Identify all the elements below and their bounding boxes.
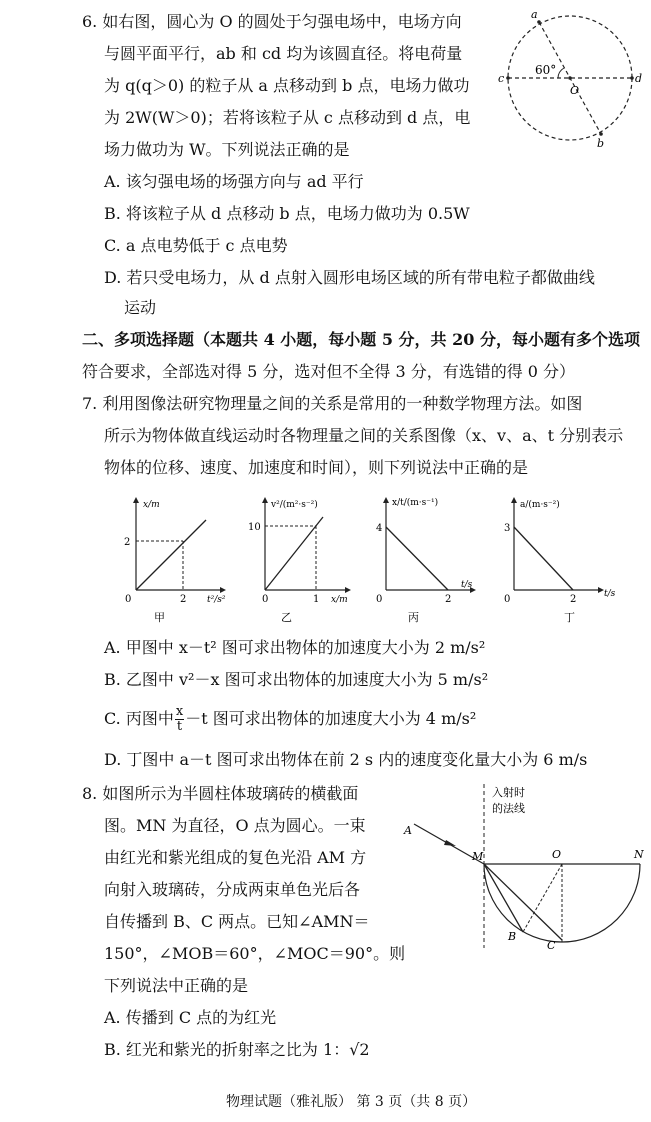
center-dot — [568, 76, 572, 80]
q8-stem-line-2: 图。MN 为直径，O 点为圆心。一束 — [104, 816, 366, 835]
graph-yi-ylabel: v²/(m²·s⁻²) — [271, 500, 318, 510]
graph-jia-origin: 0 — [125, 594, 132, 605]
normal-label-1: 入射时 — [492, 786, 525, 799]
q7-option-c-post: －t 图可求出物体的加速度大小为 4 m/s² — [185, 709, 477, 728]
graph-yi-xlabel: x/m — [331, 595, 348, 605]
q6-stem-line-1: 6. 如右图，圆心为 O 的圆处于匀强电场中，电场方向 — [82, 12, 462, 31]
q6-option-d: D. 若只受电场力，从 d 点射入圆形电场区域的所有带电粒子都做曲线 — [104, 268, 595, 287]
q6-option-b: B. 将该粒子从 d 点移动 b 点，电场力做功为 0.5W — [104, 204, 470, 223]
graph-ding-line — [514, 527, 573, 590]
b-dot — [599, 132, 603, 136]
point-n-label: N — [634, 848, 644, 861]
q6-option-a: A. 该匀强电场的场强方向与 ad 平行 — [104, 172, 364, 191]
angle-label: 60° — [535, 63, 557, 77]
q8-stem-line-4: 向射入玻璃砖，分成两束单色光后各 — [104, 880, 361, 899]
q7-option-c-pre: C. 丙图中 — [104, 709, 174, 728]
ray-to-c — [484, 864, 562, 940]
graph-ding-xtick: 2 — [570, 594, 577, 605]
section2-header-line-1: 二、多项选择题（本题共 4 小题，每小题 5 分，共 20 分，每小题有多个选项 — [82, 330, 640, 349]
q6-option-c: C. a 点电势低于 c 点电势 — [104, 236, 288, 255]
graph-ding-name: 丁 — [564, 611, 575, 624]
graph-yi-line — [265, 517, 323, 590]
point-m-label: M — [472, 850, 484, 863]
q8-stem-line-3: 由红光和紫光组成的复色光沿 AM 方 — [104, 848, 367, 867]
q7-stem-line-3: 物体的位移、速度、加速度和时间），则下列说法中正确的是 — [104, 458, 529, 477]
graph-yi-xtick: 1 — [313, 594, 320, 605]
graph-bing-line — [386, 527, 448, 590]
graph-bing-origin: 0 — [376, 594, 383, 605]
point-c-label: C — [547, 939, 556, 952]
normal-label-2: 的法线 — [492, 802, 525, 815]
graph-yi-ytick: 10 — [248, 522, 261, 533]
fraction-numerator: x — [175, 704, 184, 719]
graph-ding — [500, 495, 640, 625]
graph-jia-ytick: 2 — [124, 537, 131, 548]
point-a-label: a — [531, 8, 538, 21]
q8-stem-line-5: 自传播到 B、C 两点。已知∠AMN＝ — [104, 912, 370, 931]
q7-option-c-fraction — [175, 705, 184, 734]
q6-stem-line-5: 场力做功为 W。下列说法正确的是 — [104, 140, 350, 159]
section2-header-line-2: 符合要求，全部选对得 5 分，选对但不全得 3 分，有选错的得 0 分） — [82, 362, 576, 381]
point-c-label: c — [498, 72, 505, 85]
point-o-label: O — [570, 84, 580, 97]
graph-ding-origin: 0 — [504, 594, 511, 605]
q6-stem-line-2: 与圆平面平行，ab 和 cd 均为该圆直径。将电荷量 — [104, 44, 463, 63]
graph-jia-line — [136, 520, 206, 590]
q8-stem-line-7: 下列说法中正确的是 — [104, 976, 249, 995]
q8-stem-line-1: 8. 如图所示为半圆柱体玻璃砖的横截面 — [82, 784, 359, 803]
q7-option-a: A. 甲图中 x－t² 图可求出物体的加速度大小为 2 m/s² — [104, 638, 486, 657]
graph-yi-name: 乙 — [281, 611, 292, 624]
q7-option-b: B. 乙图中 v²－x 图可求出物体的加速度大小为 5 m/s² — [104, 670, 489, 689]
point-a-label: A — [404, 824, 412, 837]
graph-jia — [120, 495, 235, 625]
q7-stem-line-2: 所示为物体做直线运动时各物理量之间的关系图像（x、v、a、t 分别表示 — [104, 426, 624, 445]
graph-jia-xtick: 2 — [180, 594, 187, 605]
page-footer: 物理试题（雅礼版） 第 3 页（共 8 页） — [226, 1094, 477, 1110]
graph-bing-xlabel: t/s — [461, 580, 473, 590]
d-dot — [630, 76, 634, 80]
q8-option-b: B. 红光和紫光的折射率之比为 1：√2 — [104, 1040, 370, 1059]
q8-glass-figure — [400, 778, 648, 958]
point-b-label: b — [597, 137, 605, 150]
a-dot — [537, 20, 541, 24]
graph-bing-xtick: 2 — [445, 594, 452, 605]
q6-option-d-cont: 运动 — [124, 298, 157, 317]
graph-bing — [372, 493, 487, 625]
graph-bing-name: 丙 — [408, 611, 419, 624]
q6-circle-figure — [498, 6, 648, 156]
q7-stem-line-1: 7. 利用图像法研究物理量之间的关系是常用的一种数学物理方法。如图 — [82, 394, 583, 413]
graph-yi — [245, 495, 360, 625]
angle-arc — [558, 68, 564, 78]
graph-ding-ylabel: a/(m·s⁻²) — [520, 500, 560, 510]
q7-option-d: D. 丁图中 a－t 图可求出物体在前 2 s 内的速度变化量大小为 6 m/s — [104, 750, 588, 769]
point-d-label: d — [635, 72, 643, 85]
ray-to-b — [484, 864, 523, 932]
graph-bing-ylabel: x/t/(m·s⁻¹) — [392, 498, 439, 508]
point-b-label: B — [508, 930, 517, 943]
point-o-label: O — [552, 848, 562, 861]
graph-jia-xlabel: t²/s² — [207, 595, 226, 605]
c-dot — [506, 76, 510, 80]
graph-jia-name: 甲 — [154, 611, 165, 624]
q6-stem-line-4: 为 2W(W＞0)；若将该粒子从 c 点移动到 d 点，电 — [104, 108, 471, 127]
graph-bing-ytick: 4 — [376, 523, 383, 534]
graph-ding-xlabel: t/s — [604, 589, 616, 599]
fraction-denominator: t — [176, 719, 183, 734]
q8-stem-line-6: 150°，∠MOB＝60°，∠MOC＝90°。则 — [104, 944, 406, 963]
graph-jia-ylabel: x/m — [143, 500, 160, 510]
graph-yi-origin: 0 — [262, 594, 269, 605]
graph-ding-ytick: 3 — [504, 523, 511, 534]
q6-stem-line-3: 为 q(q＞0) 的粒子从 a 点移动到 b 点，电场力做功 — [104, 76, 470, 95]
q8-option-a: A. 传播到 C 点的为红光 — [104, 1008, 277, 1027]
q7-option-c — [104, 704, 476, 734]
